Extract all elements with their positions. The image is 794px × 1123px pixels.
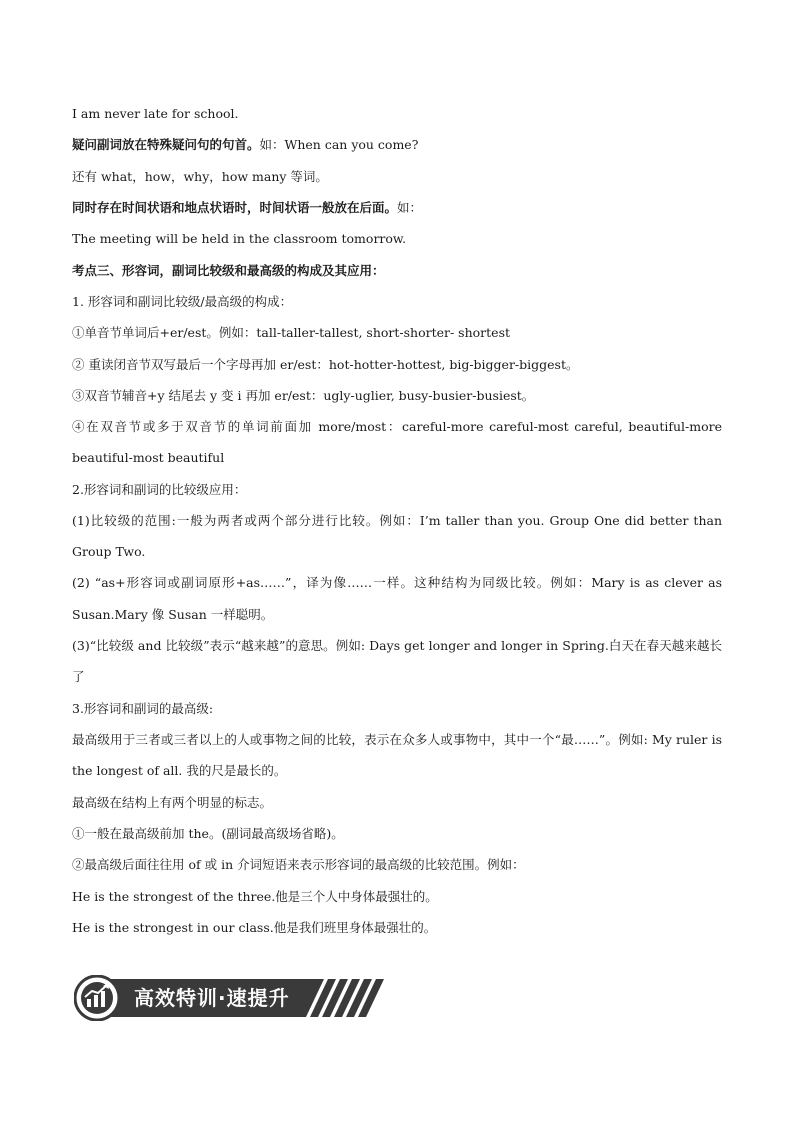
- text-paragraph: ④在双音节或多于双音节的单词前面加 more/most：careful-more careful-most careful, beautiful-more beautiful-most beautiful: [72, 418, 722, 466]
- banner-title: 高效特训·速提升: [134, 986, 290, 1010]
- text-line: [72, 129, 722, 160]
- text-line: ①一般在最高级前加 the。(副词最高级场省略)。: [72, 825, 344, 841]
- text-line: ③双音节辅音+y 结尾去 y 变 i 再加 er/est：ugly-uglier, busy-busier-busiest。: [72, 387, 535, 403]
- section-heading: 考点三、形容词，副词比较级和最高级的构成及其应用：: [72, 262, 385, 278]
- text-paragraph: (1)比较级的范围:一般为两者或两个部分进行比较。例如：I’m taller than you. Group One did better than Group Two.: [72, 512, 722, 560]
- text-paragraph: (2) “as+形容词或副词原形+as……”，译为像……一样。这种结构为同级比较。例如：Mary is as clever as Susan.Mary 像 Susan 一样聪明。: [72, 575, 722, 622]
- document-body: [72, 98, 722, 943]
- text-paragraph: 最高级用于三者或三者以上的人或事物之间的比较，表示在众多人或事物中，其中一个“最……”。例如: My ruler is the longest of all. 我的尺是最长的。: [72, 731, 722, 779]
- text-paragraph: (3)“比较级 and 比较级”表示“越来越”的意思。例如: Days get longer and longer in Spring.白天在春天越来越长了: [72, 638, 722, 685]
- rule-example: 如：: [397, 200, 423, 216]
- subheading: 3.形容词和副词的最高级:: [72, 700, 214, 716]
- rule-example: 如：When can you come?: [259, 137, 419, 153]
- text-line: ② 重读闭音节双写最后一个字母再加 er/est：hot-hotter-hottest, big-bigger-biggest。: [72, 356, 579, 372]
- chart-growth-icon: [75, 976, 119, 1020]
- subheading: 1. 形容词和副词比较级/最高级的构成：: [72, 293, 293, 309]
- bold-rule: 同时存在时间状语和地点状语时，时间状语一般放在后面。: [72, 200, 398, 216]
- text-line: 最高级在结构上有两个明显的标志。: [72, 794, 273, 810]
- text-line: ②最高级后面往往用 of 或 in 介词短语来表示形容词的最高级的比较范围。例如：: [72, 857, 525, 873]
- text-line: He is the strongest of the three.他是三个人中身体最强壮的。: [72, 888, 438, 904]
- text-line: 还有 what，how，why，how many 等词。: [72, 168, 328, 184]
- subheading: 2.形容词和副词的比较级应用：: [72, 481, 247, 497]
- text-line: I am never late for school.: [72, 106, 239, 122]
- text-line: [72, 192, 722, 223]
- text-line: ①单音节单词后+er/est。例如：tall-taller-tallest, short-shorter- shortest: [72, 325, 511, 341]
- bold-rule: 疑问副词放在特殊疑问句的句首。: [72, 137, 260, 153]
- text-line: The meeting will be held in the classroom tomorrow.: [72, 231, 407, 247]
- text-line: He is the strongest in our class.他是我们班里身体最强壮的。: [72, 919, 437, 935]
- section-banner: [74, 975, 386, 1021]
